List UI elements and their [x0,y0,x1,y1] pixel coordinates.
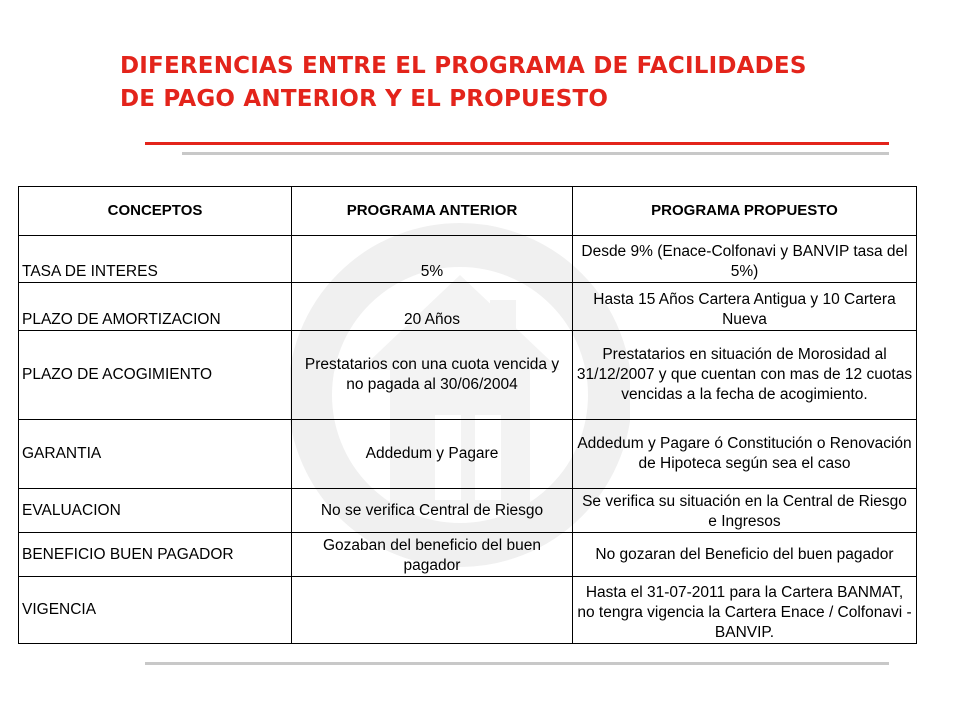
concept-cell: PLAZO DE AMORTIZACION [19,283,292,331]
header-conceptos: CONCEPTOS [19,187,292,236]
concept-cell: BENEFICIO BUEN PAGADOR [19,533,292,577]
page-title-line-1: DIFERENCIAS ENTRE EL PROGRAMA DE FACILIDADES [120,53,807,79]
header-programa-propuesto: PROGRAMA PROPUESTO [573,187,917,236]
table-header-row [19,187,917,236]
table-row [19,236,917,283]
table-row [19,577,917,644]
header-programa-anterior: PROGRAMA ANTERIOR [292,187,573,236]
propuesto-cell: Se verifica su situación en la Central de Riesgo e Ingresos [573,489,917,533]
title-underline-red [145,142,889,145]
propuesto-cell: Hasta 15 Años Cartera Antigua y 10 Cartera Nueva [573,283,917,331]
propuesto-cell: No gozaran del Beneficio del buen pagador [573,533,917,577]
page-title [120,50,807,116]
propuesto-cell: Addedum y Pagare ó Constitución o Renovación de Hipoteca según sea el caso [573,420,917,489]
footer-rule [145,662,889,665]
table-row [19,331,917,420]
concept-cell: TASA DE INTERES [19,236,292,283]
comparison-table [18,186,917,644]
concept-cell: GARANTIA [19,420,292,489]
table-row [19,283,917,331]
table-row [19,489,917,533]
concept-cell: VIGENCIA [19,577,292,644]
anterior-cell: No se verifica Central de Riesgo [292,489,573,533]
anterior-cell: Gozaban del beneficio del buen pagador [292,533,573,577]
propuesto-cell: Desde 9% (Enace-Colfonavi y BANVIP tasa del 5%) [573,236,917,283]
title-underline-gray [182,152,889,155]
anterior-cell: 20 Años [292,283,573,331]
table-row [19,533,917,577]
anterior-cell [292,577,573,644]
page-title-line-2: DE PAGO ANTERIOR Y EL PROPUESTO [120,86,609,112]
table-row [19,420,917,489]
propuesto-cell: Prestatarios en situación de Morosidad al 31/12/2007 y que cuentan con mas de 12 cuotas vencidas a la fecha de acogimiento. [573,331,917,420]
concept-cell: EVALUACION [19,489,292,533]
anterior-cell: Addedum y Pagare [292,420,573,489]
anterior-cell: Prestatarios con una cuota vencida y no pagada al 30/06/2004 [292,331,573,420]
anterior-cell: 5% [292,236,573,283]
concept-cell: PLAZO DE ACOGIMIENTO [19,331,292,420]
propuesto-cell: Hasta el 31-07-2011 para la Cartera BANMAT, no tengra vigencia la Cartera Enace / Colfonavi - BANVIP. [573,577,917,644]
